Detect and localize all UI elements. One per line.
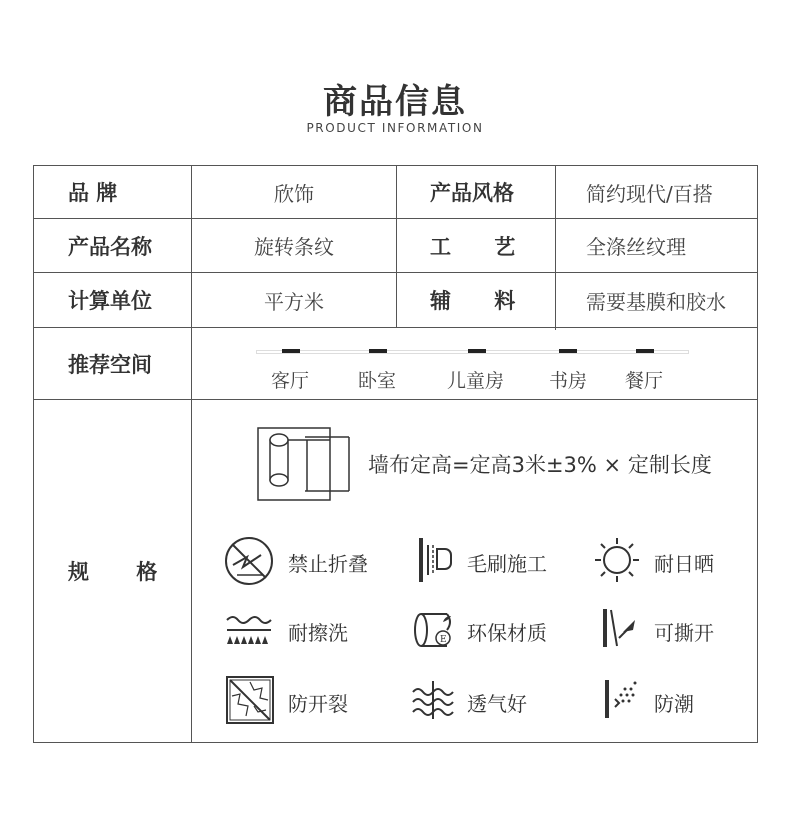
space-living-room: 客厅 (271, 370, 310, 392)
value-unit: 平方米 (264, 289, 324, 314)
feature-label: 可撕开 (654, 621, 714, 645)
label-product-name: 产品名称 (68, 234, 152, 259)
space-tick (468, 349, 486, 353)
label-style: 产品风格 (430, 181, 514, 205)
label-unit: 计算单位 (68, 289, 152, 313)
space-study: 书房 (549, 370, 588, 392)
feature-label: 环保材质 (467, 621, 547, 645)
breathable-icon (412, 680, 454, 720)
formula-text: 墙布定高=定高3米±3% × 定制长度 (368, 453, 712, 477)
feature-label: 耐擦洗 (288, 621, 348, 645)
space-tick (282, 349, 300, 353)
space-tick (636, 349, 654, 353)
no-fold-icon (223, 535, 275, 587)
label-accessories: 辅 料 (430, 289, 516, 313)
space-kids-room: 儿童房 (447, 370, 505, 392)
wash-icon (225, 614, 273, 646)
value-product-name: 旋转条纹 (254, 235, 334, 259)
eco-roll-icon (413, 612, 455, 648)
crack-icon (226, 676, 274, 724)
moisture-icon (603, 679, 639, 719)
page-title: 商品信息 (323, 82, 467, 122)
brush-icon (417, 537, 453, 583)
sun-icon (594, 537, 640, 583)
label-recommended-space: 推荐空间 (68, 352, 152, 377)
page-subtitle: PRODUCT INFORMATION (306, 121, 484, 135)
feature-label: 防潮 (654, 692, 694, 716)
peel-icon (601, 608, 639, 648)
feature-label: 透气好 (467, 692, 527, 716)
value-accessories: 需要基膜和胶水 (586, 289, 726, 314)
value-style: 简约现代/百搭 (586, 181, 713, 206)
space-tick (559, 349, 577, 353)
feature-label: 毛刷施工 (467, 552, 547, 576)
value-craft: 全涤丝纹理 (586, 235, 686, 259)
feature-label: 禁止折叠 (288, 552, 368, 576)
space-tick (369, 349, 387, 353)
value-brand: 欣饰 (274, 181, 314, 206)
space-dining-room: 餐厅 (625, 370, 664, 392)
feature-label: 耐日晒 (654, 552, 714, 576)
label-spec: 规 格 (68, 560, 158, 584)
svg-text:E: E (440, 635, 447, 645)
label-craft: 工 艺 (430, 234, 516, 259)
feature-label: 防开裂 (288, 692, 348, 716)
space-bedroom: 卧室 (358, 370, 397, 392)
label-brand: 品 牌 (68, 181, 118, 205)
wallpaper-roll-icon (257, 427, 352, 502)
